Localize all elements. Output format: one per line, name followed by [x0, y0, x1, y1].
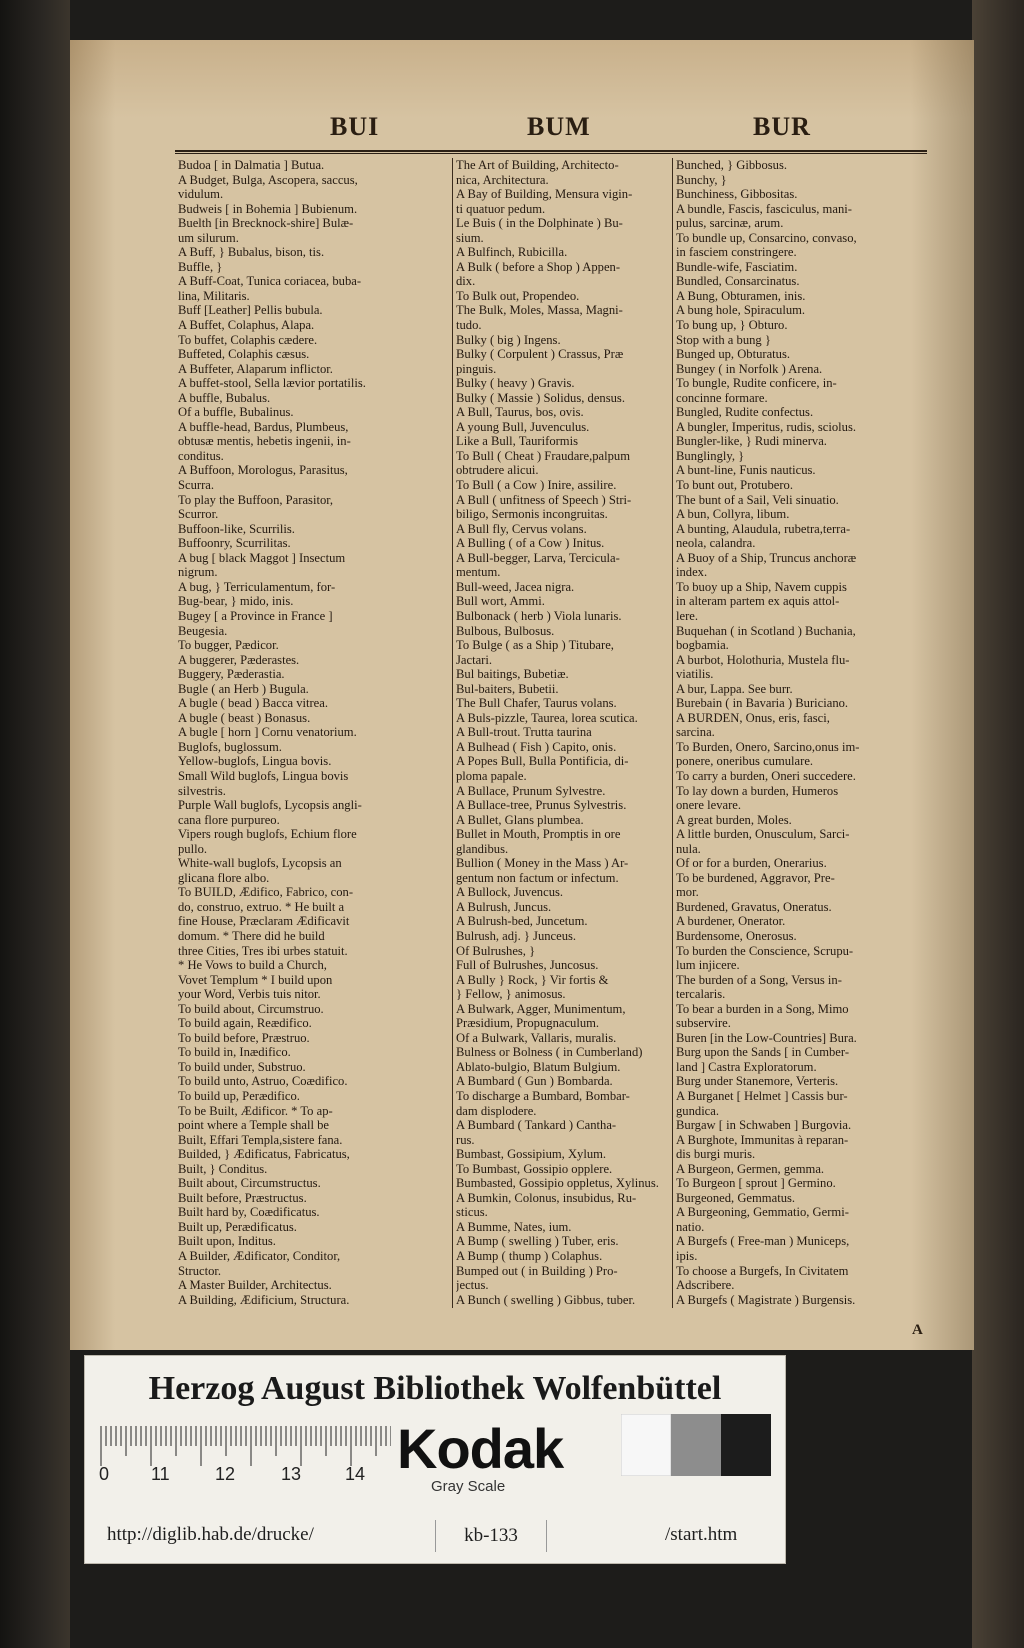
entry-line: A Bumbard ( Tankard ) Cantha-	[456, 1118, 617, 1133]
entry-line: obtrudere alicui.	[456, 463, 539, 478]
column-divider	[672, 158, 673, 1308]
entry-line: ploma papale.	[456, 768, 527, 783]
entry-line: A Bumme, Nates, ium.	[456, 1219, 572, 1234]
entry-line: Buffoonry, Scurrilitas.	[178, 536, 291, 551]
kodak-logo: Kodak	[397, 1417, 564, 1480]
entry-line: * He Vows to build a Church,	[178, 958, 327, 973]
entry-line: A bug [ black Maggot ] Insectum	[178, 550, 346, 565]
entry-line: three Cities, Tres ibi urbes statuit.	[178, 943, 348, 958]
entry-line: To bugger, Pædicor.	[178, 638, 279, 653]
entry-line: Built hard by, Coædificatus.	[178, 1205, 320, 1220]
entry-line: A bug, } Terriculamentum, for-	[178, 579, 336, 594]
entry-line: To buoy up a Ship, Navem cuppis	[676, 579, 847, 594]
entry-line: A Burgeon, Germen, gemma.	[676, 1161, 825, 1176]
entry-line: vidulum.	[178, 187, 224, 202]
entry-line: To carry a burden, Oneri succedere.	[676, 768, 856, 783]
entry-line: Bunchiness, Gibbositas.	[676, 187, 798, 202]
ruler-number: 0	[99, 1464, 110, 1484]
entry-line: tudo.	[456, 318, 482, 333]
entry-line: To bear a burden in a Song, Mimo	[676, 1001, 849, 1016]
entry-line: silvestris.	[178, 783, 226, 798]
entry-line: Bull wort, Ammi.	[456, 594, 545, 609]
entry-line: pinguis.	[456, 361, 497, 376]
entry-line: A bugle [ horn ] Cornu venatorium.	[178, 725, 357, 740]
entry-line: A Bull fly, Cervus volans.	[456, 521, 587, 536]
entry-line: } Fellow, } animosus.	[456, 987, 566, 1002]
entry-line: Structor.	[178, 1263, 222, 1278]
entry-line: The bunt of a Sail, Veli sinuatio.	[676, 492, 839, 507]
entry-line: glandibus.	[456, 841, 509, 856]
entry-line: To Burgeon [ sprout ] Germino.	[676, 1176, 836, 1191]
entry-line: Bungled, Rudite confectus.	[676, 405, 814, 420]
entry-line	[178, 1307, 448, 1308]
entry-line: sticus.	[456, 1205, 488, 1220]
entry-line: Yellow-buglofs, Lingua bovis.	[178, 754, 332, 769]
entry-line: Le Buis ( in the Dolphinate ) Bu-	[456, 216, 623, 231]
source-url: http://diglib.hab.de/drucke/	[107, 1524, 314, 1545]
entry-line: Buren [in the Low-Countries] Bura.	[676, 1030, 857, 1045]
entry-line: Built upon, Inditus.	[178, 1234, 276, 1249]
entry-line: Burebain ( in Bavaria ) Buriciano.	[676, 696, 849, 711]
entry-line: Bull-weed, Jacea nigra.	[456, 579, 575, 594]
entry-line: A bunting, Alaudula, rubetra,terra-	[676, 521, 851, 536]
entry-line: A Buoy of a Ship, Truncus anchoræ	[676, 550, 857, 565]
entry-line: To build unto, Astruo, Coædifico.	[178, 1074, 348, 1089]
entry-line: A Buls-pizzle, Taurea, lorea scutica.	[456, 710, 638, 725]
entry-line: A Bully } Rock, } Vir fortis &	[456, 972, 609, 987]
entry-line: Bulky ( big ) Ingens.	[456, 332, 561, 347]
entry-line: Buglofs, buglossum.	[178, 739, 282, 754]
entry-line	[676, 1307, 926, 1308]
entry-line: To play the Buffoon, Parasitor,	[178, 492, 334, 507]
entry-line: Buff [Leather] Pellis bubula.	[178, 303, 323, 318]
entry-line: Bunged up, Obturatus.	[676, 347, 791, 362]
entry-line: A Bulhead ( Fish ) Capito, onis.	[456, 739, 617, 754]
entry-line: Bugle ( an Herb ) Bugula.	[178, 681, 309, 696]
entry-line: A Bull-begger, Larva, Tercicula-	[456, 550, 620, 565]
entry-line: To bunt out, Protubero.	[676, 478, 794, 493]
book-edge	[0, 0, 70, 1648]
entry-line: A Bulwark, Agger, Munimentum,	[456, 1001, 626, 1016]
entry-line: Scurra.	[178, 478, 215, 493]
entry-line: rus.	[456, 1132, 475, 1147]
entry-line: jectus.	[456, 1278, 489, 1293]
entry-line: Builded, } Ædificatus, Fabricatus,	[178, 1147, 350, 1162]
entry-line: natio.	[676, 1219, 705, 1234]
shelf-code: kb-133	[435, 1520, 547, 1552]
start-path: /start.htm	[665, 1524, 738, 1545]
entry-line: To BUILD, Ædifico, Fabrico, con-	[178, 885, 354, 900]
entry-line: Like a Bull, Tauriformis	[456, 434, 579, 449]
entry-line: To bung up, } Obturo.	[676, 318, 788, 333]
entry-line: A Bullace-tree, Prunus Sylvestris.	[456, 798, 627, 813]
entry-line: A bung hole, Spiraculum.	[676, 303, 806, 318]
entry-line: nula.	[676, 841, 701, 856]
ruler-numbers	[95, 1464, 395, 1488]
entry-line: The Bull Chafer, Taurus volans.	[456, 696, 617, 711]
entry-line: land ] Castra Exploratorum.	[676, 1059, 817, 1074]
gray-scale-label: Gray Scale	[431, 1478, 506, 1495]
entry-line: Vovet Templum * I build upon	[178, 972, 333, 987]
entry-line: A buffle, Bubalus.	[178, 390, 271, 405]
entry-line: A Bay of Building, Mensura vigin-	[456, 187, 633, 202]
entry-line: in alteram partem ex aquis attol-	[676, 594, 840, 609]
entry-line: Bungler-like, } Rudi minerva.	[676, 434, 827, 449]
entry-line: Bulbous, Bulbosus.	[456, 623, 555, 638]
entry-line: Bul-baiters, Bubetii.	[456, 681, 559, 696]
entry-line: Burgaw [ in Schwaben ] Burgovia.	[676, 1118, 852, 1133]
entry-line: Bug-bear, } mido, inis.	[178, 594, 294, 609]
entry-line: Buggery, Pæderastia.	[178, 667, 285, 682]
entry-line: A Bulling ( of a Cow ) Initus.	[456, 536, 605, 551]
entry-line: A great burden, Moles.	[676, 812, 792, 827]
entry-line: Bulky ( heavy ) Gravis.	[456, 376, 575, 391]
book-spine	[972, 0, 1024, 1648]
ruler-number: 14	[345, 1464, 366, 1484]
ruler-number: 12	[215, 1464, 236, 1484]
entry-line: Buffoon-like, Scurrilis.	[178, 521, 295, 536]
entry-line: A Master Builder, Architectus.	[178, 1278, 332, 1293]
library-name: Herzog August Bibliothek Wolfenbüttel	[148, 1370, 722, 1407]
entry-line: Of or for a burden, Onerarius.	[676, 856, 827, 871]
entry-line: your Word, Verbis tuis nitor.	[178, 987, 321, 1002]
entry-line: To build under, Substruo.	[178, 1059, 306, 1074]
entry-line: A bugle ( beast ) Bonasus.	[178, 710, 311, 725]
entry-line: A young Bull, Juvenculus.	[456, 419, 590, 434]
entry-line: gundica.	[676, 1103, 720, 1118]
entry-line: do, construo, extruo. * He built a	[178, 899, 345, 914]
entry-line: A Bump ( swelling ) Tuber, eris.	[456, 1234, 619, 1249]
entry-line: Bumbast, Gossipium, Xylum.	[456, 1147, 607, 1162]
entry-line: Bumbasted, Gossipio oppletus, Xylinus.	[456, 1176, 659, 1191]
entry-line: tercalaris.	[676, 987, 726, 1002]
entry-line: The burden of a Song, Versus in-	[676, 972, 842, 987]
entry-line: ponere, oneribus cumulare.	[676, 754, 814, 769]
entry-line: To be Built, Ædificor. * To ap-	[178, 1103, 333, 1118]
entry-line: Buffeted, Colaphis cæsus.	[178, 347, 310, 362]
entry-line: Bulness or Bolness ( in Cumberland)	[456, 1045, 643, 1060]
scan-target-card	[84, 1355, 786, 1564]
entry-line: A burdener, Onerator.	[676, 914, 786, 929]
entry-line: biligo, Sermonis incongruitas.	[456, 507, 608, 522]
headword-center: BUM	[527, 112, 591, 141]
entry-line: domum. * There did he build	[178, 928, 325, 943]
entry-line: Bundled, Consarcinatus.	[676, 274, 800, 289]
entry-line: sarcina.	[676, 725, 715, 740]
entry-line: lum injicere.	[676, 958, 740, 973]
entry-line: To build about, Circumstruo.	[178, 1001, 324, 1016]
entry-line: A Buffeter, Alaparum inflictor.	[178, 361, 333, 376]
entry-line: A Bull-trout. Trutta taurina	[456, 725, 592, 740]
entry-line: ipis.	[676, 1249, 698, 1264]
entry-line: A bundle, Fascis, fasciculus, mani-	[676, 201, 852, 216]
page-header	[175, 112, 925, 146]
entry-line: pulus, sarcinæ, arum.	[676, 216, 784, 231]
entry-line: Vipers rough buglofs, Echium flore	[178, 827, 357, 842]
column-right	[676, 158, 926, 1308]
entry-line: A little burden, Onusculum, Sarci-	[676, 827, 850, 842]
entry-line: To choose a Burgefs, In Civitatem	[676, 1263, 849, 1278]
entry-line: A Burgefs ( Magistrate ) Burgensis.	[676, 1292, 856, 1307]
entry-line: mor.	[676, 885, 699, 900]
entry-line: neola, calandra.	[676, 536, 756, 551]
entry-line: Budweis [ in Bohemia ] Bubienum.	[178, 201, 358, 216]
entry-line: White-wall buglofs, Lycopsis an	[178, 856, 342, 871]
entry-line: A Burgefs ( Free-man ) Municeps,	[676, 1234, 850, 1249]
entry-line: A Buff-Coat, Tunica coriacea, buba-	[178, 274, 362, 289]
entry-line: To Bumbast, Gossipio opplere.	[456, 1161, 613, 1176]
entry-line: Præsidium, Propugnaculum.	[456, 1016, 600, 1031]
entry-line: A Bulk ( before a Shop ) Appen-	[456, 259, 621, 274]
entry-line: To bungle, Rudite conficere, in-	[676, 376, 837, 391]
entry-line: A Bulrush, Juncus.	[456, 899, 552, 914]
entry-line: Bungey ( in Norfolk ) Arena.	[676, 361, 823, 376]
entry-line: Bulky ( Corpulent ) Crassus, Præ	[456, 347, 624, 362]
entry-line	[456, 1307, 670, 1308]
entry-line: A Buff, } Bubalus, bison, tis.	[178, 245, 325, 260]
entry-line: To discharge a Bumbard, Bombar-	[456, 1089, 630, 1103]
entry-line: Bullion ( Money in the Mass ) Ar-	[456, 856, 629, 871]
header-rule-thin	[175, 153, 927, 154]
signature-mark: A	[912, 1322, 923, 1338]
entry-line: Burg upon the Sands [ in Cumber-	[676, 1045, 850, 1060]
entry-line: To build up, Perædifico.	[178, 1089, 300, 1103]
entry-line: A bunt-line, Funis nauticus.	[676, 463, 816, 478]
entry-line: A Burgeoning, Gemmatio, Germi-	[676, 1205, 849, 1220]
header-rule	[175, 150, 927, 152]
entry-line: Purple Wall buglofs, Lycopsis angli-	[178, 798, 362, 813]
entry-line: onere levare.	[676, 798, 742, 813]
entry-line: To Burden, Onero, Sarcino,onus im-	[676, 739, 860, 754]
entry-line: lina, Militaris.	[178, 288, 250, 303]
entry-line: point where a Temple shall be	[178, 1118, 330, 1133]
entry-line: A Bullet, Glans plumbea.	[456, 812, 584, 827]
entry-line: Of Bulrushes, }	[456, 943, 536, 958]
entry-line: The Bulk, Moles, Massa, Magni-	[456, 303, 623, 318]
entry-line: A Bull ( unfitness of Speech ) Stri-	[456, 492, 632, 507]
entry-line: Bulrush, adj. } Junceus.	[456, 928, 577, 943]
entry-line: A Popes Bull, Bulla Pontificia, di-	[456, 754, 629, 769]
entry-line: To build before, Præstruo.	[178, 1030, 310, 1045]
entry-line: A Bunch ( swelling ) Gibbus, tuber.	[456, 1292, 636, 1307]
entry-line: sium.	[456, 230, 484, 245]
column-left	[178, 158, 448, 1308]
entry-line: A Burghote, Immunitas à reparan-	[676, 1132, 849, 1147]
entry-line: A bur, Lappa. See burr.	[676, 681, 793, 696]
entry-line: Burdened, Gravatus, Oneratus.	[676, 899, 832, 914]
entry-line: Scurror.	[178, 507, 219, 522]
entry-line: ti quatuor pedum.	[456, 201, 546, 216]
entry-line: A bungler, Imperitus, rudis, sciolus.	[676, 419, 856, 434]
entry-line: Built before, Præstructus.	[178, 1190, 307, 1205]
entry-line: Bullet in Mouth, Promptis in ore	[456, 827, 621, 842]
entry-line: A Bullace, Prunum Sylvestre.	[456, 783, 606, 798]
entry-line: Burgeoned, Gemmatus.	[676, 1190, 796, 1205]
entry-line: A Bulfinch, Rubicilla.	[456, 245, 568, 260]
entry-line: To build in, Inædifico.	[178, 1045, 291, 1060]
entry-line: cana flore purpureo.	[178, 812, 280, 827]
entry-line: Of a buffle, Bubalinus.	[178, 405, 294, 420]
entry-line: subservire.	[676, 1016, 731, 1031]
entry-line: Bunglingly, }	[676, 448, 745, 463]
entry-line: Ablato-bulgio, Blatum Bulgium.	[456, 1059, 621, 1074]
entry-line: nica, Architectura.	[456, 172, 549, 187]
entry-line: A Bumkin, Colonus, insubidus, Ru-	[456, 1190, 637, 1205]
entry-line: Jactari.	[456, 652, 493, 667]
entry-line: Buffle, }	[178, 259, 223, 274]
entry-line: To be burdened, Aggravor, Pre-	[676, 870, 835, 885]
entry-line: index.	[676, 565, 708, 580]
entry-line: Buquehan ( in Scotland ) Buchania,	[676, 623, 856, 638]
entry-line: Full of Bulrushes, Juncosus.	[456, 958, 599, 973]
ruler-number: 11	[151, 1464, 170, 1484]
entry-line: A Building, Ædificium, Structura.	[178, 1292, 350, 1307]
entry-line: Beugesia.	[178, 623, 228, 638]
headword-left: BUI	[330, 112, 380, 141]
entry-line: dix.	[456, 274, 476, 289]
entry-line: A Bung, Obturamen, inis.	[676, 288, 806, 303]
entry-line: A burbot, Holothuria, Mustela flu-	[676, 652, 850, 667]
entry-line: To bundle up, Consarcino, convaso,	[676, 230, 857, 245]
entry-line: obtusæ mentis, hebetis ingenii, in-	[178, 434, 351, 449]
entry-line: Bulbonack ( herb ) Viola lunaris.	[456, 608, 622, 623]
entry-line: gentum non factum or infectum.	[456, 870, 619, 885]
entry-line: A buffle-head, Bardus, Plumbeus,	[178, 419, 349, 434]
entry-line: Adscribere.	[676, 1278, 735, 1293]
entry-line: A buggerer, Pæderastes.	[178, 652, 300, 667]
entry-line: Bundle-wife, Fasciatim.	[676, 259, 798, 274]
entry-line: in fasciem constringere.	[676, 245, 797, 260]
entry-line: Burdensome, Onerosus.	[676, 928, 797, 943]
entry-line: The Art of Building, Architecto-	[456, 158, 619, 172]
entry-line: A Bumbard ( Gun ) Bombarda.	[456, 1074, 613, 1089]
entry-line: mentum.	[456, 565, 501, 580]
column-center	[456, 158, 670, 1308]
entry-line: Of a Bulwark, Vallaris, muralis.	[456, 1030, 617, 1045]
entry-line: Bul baitings, Bubetiæ.	[456, 667, 569, 682]
ruler-number: 13	[281, 1464, 302, 1484]
entry-line: dis burgi muris.	[676, 1147, 756, 1162]
entry-line: A Burganet [ Helmet ] Cassis bur-	[676, 1089, 848, 1103]
gray-swatches	[621, 1414, 771, 1476]
entry-line: A Builder, Ædificator, Conditor,	[178, 1249, 341, 1264]
entry-line: Built, } Conditus.	[178, 1161, 268, 1176]
entry-line: A Budget, Bulga, Ascopera, saccus,	[178, 172, 358, 187]
entry-line: A Bull, Taurus, bos, ovis.	[456, 405, 584, 420]
entry-line: fine House, Præclaram Ædificavit	[178, 914, 350, 929]
entry-line: A Bulrush-bed, Juncetum.	[456, 914, 588, 929]
entry-line: Bulky ( Massie ) Solidus, densus.	[456, 390, 625, 405]
entry-line: Built up, Perædificatus.	[178, 1219, 297, 1234]
entry-line: Bunchy, }	[676, 172, 727, 187]
entry-line: dam displodere.	[456, 1103, 537, 1118]
entry-line: Bunched, } Gibbosus.	[676, 158, 787, 172]
entry-line: pullo.	[178, 841, 208, 856]
entry-line: viatilis.	[676, 667, 714, 682]
entry-line: Budoa [ in Dalmatia ] Butua.	[178, 158, 325, 172]
entry-line: To lay down a burden, Humeros	[676, 783, 839, 798]
entry-line: A Buffoon, Morologus, Parasitus,	[178, 463, 348, 478]
entry-line: conditus.	[178, 448, 224, 463]
entry-line: Stop with a bung }	[676, 332, 771, 347]
entry-line: um silurum.	[178, 230, 239, 245]
entry-line: A Buffet, Colaphus, Alapa.	[178, 318, 315, 333]
entry-line: To Bull ( Cheat ) Fraudare,palpum	[456, 448, 630, 463]
headword-right: BUR	[753, 112, 811, 141]
entry-line: To build again, Reædifico.	[178, 1016, 312, 1031]
entry-line: Bugey [ a Province in France ]	[178, 608, 333, 623]
entry-line: Buelth [in Brecknock-shire] Bulæ-	[178, 216, 354, 231]
entry-line: nigrum.	[178, 565, 218, 580]
entry-line: A bun, Collyra, libum.	[676, 507, 790, 522]
entry-line: To Bulk out, Propendeo.	[456, 288, 580, 303]
entry-line: glicana flore albo.	[178, 870, 270, 885]
entry-line: To Bull ( a Cow ) Inire, assilire.	[456, 478, 617, 493]
entry-line: bogbamia.	[676, 638, 729, 653]
column-divider	[452, 158, 453, 1308]
entry-line: A bugle ( bead ) Bacca vitrea.	[178, 696, 329, 711]
entry-line: To Bulge ( as a Ship ) Titubare,	[456, 638, 614, 653]
entry-line: Built, Effari Templa,sistere fana.	[178, 1132, 343, 1147]
entry-line: Built about, Circumstructus.	[178, 1176, 321, 1191]
entry-line: concinne formare.	[676, 390, 768, 405]
entry-line: A Bump ( thump ) Colaphus.	[456, 1249, 603, 1264]
entry-line: A Bullock, Juvencus.	[456, 885, 564, 900]
entry-line: Bumped out ( in Building ) Pro-	[456, 1263, 618, 1278]
entry-line: A buffet-stool, Sella lævior portatilis.	[178, 376, 366, 391]
entry-line: A BURDEN, Onus, eris, fasci,	[676, 710, 830, 725]
entry-line: lere.	[676, 608, 699, 623]
entry-line: To burden the Conscience, Scrupu-	[676, 943, 854, 958]
entry-line: Burg under Stanemore, Verteris.	[676, 1074, 839, 1089]
entry-line: Small Wild buglofs, Lingua bovis	[178, 768, 349, 783]
entry-line: To buffet, Colaphis cædere.	[178, 332, 318, 347]
